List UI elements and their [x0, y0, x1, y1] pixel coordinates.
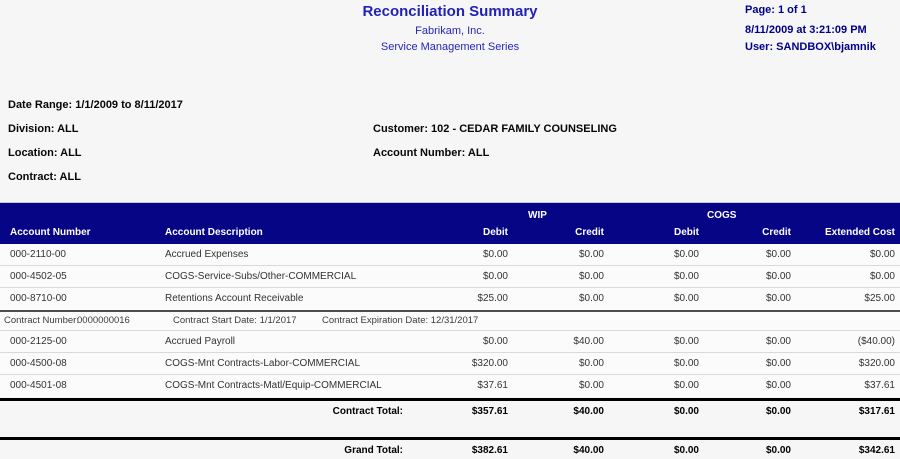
contract-total-wip-debit: $357.61 — [471, 406, 508, 417]
grand-total-row — [0, 442, 900, 459]
report-series: Service Management Series — [380, 41, 520, 53]
cell-wip-debit: $25.00 — [477, 293, 508, 304]
contract-total-row — [0, 403, 900, 421]
grand-total-wip-credit: $40.00 — [573, 445, 604, 456]
table-row — [0, 331, 900, 353]
contract-total-extended-cost: $317.61 — [858, 406, 895, 417]
cell-account-description: COGS-Mnt Contracts-Matl/Equip-COMMERCIAL — [165, 380, 382, 391]
table-row — [0, 266, 900, 288]
cell-extended-cost: $0.00 — [869, 271, 895, 282]
cell-account-description: Retentions Account Receivable — [165, 293, 304, 304]
contract-total-cogs-debit: $0.00 — [673, 406, 699, 417]
cell-wip-debit: $0.00 — [482, 336, 508, 347]
grand-total-wip-debit: $382.61 — [471, 445, 508, 456]
cell-wip-credit: $0.00 — [578, 380, 604, 391]
table-body — [0, 244, 900, 397]
col-header-cogs-credit: Credit — [762, 227, 791, 238]
cell-account-number: 000-4502-05 — [10, 271, 67, 282]
cell-cogs-credit: $0.00 — [765, 358, 791, 369]
company-name: Fabrikam, Inc. — [415, 25, 485, 37]
filter-location: Location: ALL — [8, 147, 82, 159]
grand-total-cogs-debit: $0.00 — [673, 445, 699, 456]
cell-wip-credit: $0.00 — [578, 271, 604, 282]
cell-wip-credit: $0.00 — [578, 293, 604, 304]
contract-total-label: Contract Total: — [332, 406, 403, 417]
table-row — [0, 244, 900, 266]
cell-account-number: 000-2125-00 — [10, 336, 67, 347]
grand-total-rule — [0, 437, 900, 440]
cell-wip-debit: $0.00 — [482, 271, 508, 282]
cell-cogs-debit: $0.00 — [673, 293, 699, 304]
cell-wip-credit: $0.00 — [578, 358, 604, 369]
cell-cogs-debit: $0.00 — [673, 380, 699, 391]
contract-total-rule — [0, 398, 900, 401]
cell-extended-cost: $0.00 — [869, 249, 895, 260]
contract-info-row — [0, 310, 900, 331]
cell-cogs-debit: $0.00 — [673, 249, 699, 260]
cell-account-number: 000-4500-08 — [10, 358, 67, 369]
cell-cogs-debit: $0.00 — [673, 336, 699, 347]
cell-account-description: Accrued Payroll — [165, 336, 236, 347]
page-number: Page: 1 of 1 — [745, 4, 807, 16]
filter-division: Division: ALL — [8, 123, 79, 135]
cell-extended-cost: $25.00 — [864, 293, 895, 304]
cell-extended-cost: $37.61 — [864, 380, 895, 391]
col-header-wip-debit: Debit — [483, 227, 508, 238]
contract-total-wip-credit: $40.00 — [573, 406, 604, 417]
col-header-cogs-debit: Debit — [674, 227, 699, 238]
report-title: Reconciliation Summary — [362, 3, 538, 20]
cell-wip-credit: $0.00 — [578, 249, 604, 260]
cell-cogs-debit: $0.00 — [673, 271, 699, 282]
cell-cogs-debit: $0.00 — [673, 358, 699, 369]
cell-wip-debit: $0.00 — [482, 249, 508, 260]
cell-cogs-credit: $0.00 — [765, 249, 791, 260]
cell-account-number: 000-2110-00 — [10, 249, 66, 260]
cell-cogs-credit: $0.00 — [765, 293, 791, 304]
filter-date-range: Date Range: 1/1/2009 to 8/11/2017 — [8, 99, 183, 111]
filter-customer: Customer: 102 - CEDAR FAMILY COUNSELING — [373, 123, 617, 135]
contract-start-date: Contract Start Date: 1/1/2017 — [173, 315, 297, 326]
cell-account-number: 000-4501-08 — [10, 380, 67, 391]
grand-total-cogs-credit: $0.00 — [765, 445, 791, 456]
cell-account-description: COGS-Mnt Contracts-Labor-COMMERCIAL — [165, 358, 361, 369]
table-row — [0, 288, 900, 310]
cell-cogs-credit: $0.00 — [765, 336, 791, 347]
cell-extended-cost: $320.00 — [858, 358, 895, 369]
filter-contract: Contract: ALL — [8, 171, 81, 183]
contract-number-label: Contract Number: — [4, 315, 79, 326]
table-row — [0, 375, 900, 397]
cell-cogs-credit: $0.00 — [765, 380, 791, 391]
cell-extended-cost: ($40.00) — [857, 336, 895, 347]
cell-account-description: COGS-Service-Subs/Other-COMMERCIAL — [165, 271, 357, 282]
grand-total-extended-cost: $342.61 — [858, 445, 895, 456]
table-header-band — [0, 202, 900, 244]
col-header-extended-cost: Extended Cost — [824, 227, 895, 238]
col-header-wip-credit: Credit — [575, 227, 604, 238]
cell-wip-debit: $320.00 — [471, 358, 508, 369]
print-timestamp: 8/11/2009 at 3:21:09 PM — [745, 24, 867, 36]
col-header-account-description: Account Description — [165, 227, 263, 238]
col-header-account-number: Account Number — [10, 227, 91, 238]
contract-expiration-date: Contract Expiration Date: 12/31/2017 — [322, 315, 479, 326]
contract-number-value: 0000000016 — [77, 315, 130, 326]
cell-account-description: Accrued Expenses — [165, 249, 249, 260]
cell-account-number: 000-8710-00 — [10, 293, 67, 304]
print-user: User: SANDBOX\bjamnik — [745, 41, 876, 53]
filter-account-number: Account Number: ALL — [373, 147, 490, 159]
cell-wip-credit: $40.00 — [573, 336, 604, 347]
table-row — [0, 353, 900, 375]
cell-wip-debit: $37.61 — [477, 380, 508, 391]
column-header-row — [0, 227, 900, 238]
group-header-wip: WIP — [528, 210, 547, 221]
contract-total-cogs-credit: $0.00 — [765, 406, 791, 417]
grand-total-label: Grand Total: — [344, 445, 403, 456]
cell-cogs-credit: $0.00 — [765, 271, 791, 282]
group-header-cogs: COGS — [707, 210, 737, 221]
